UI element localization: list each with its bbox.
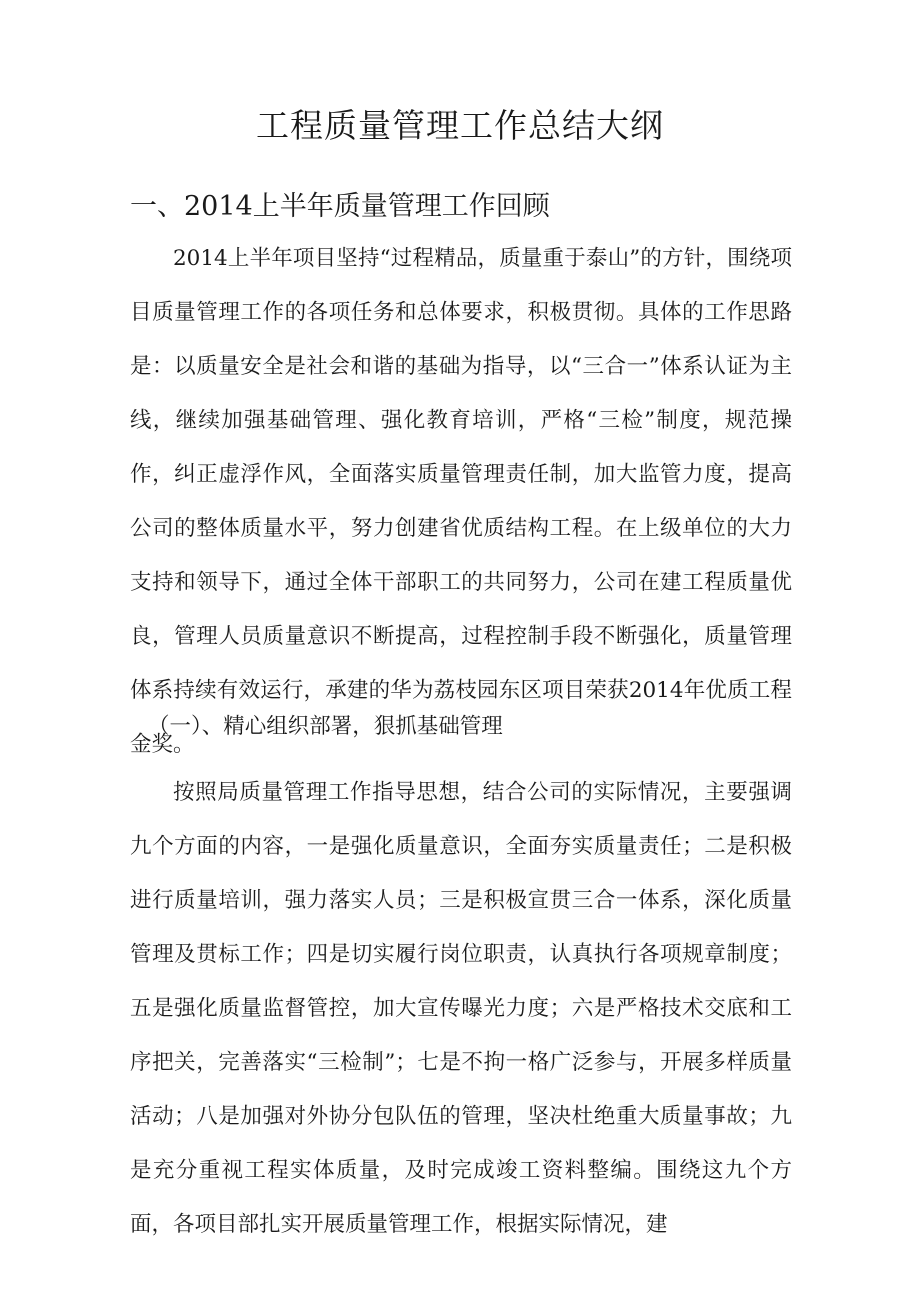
body-paragraph: 按照局质量管理工作指导思想，结合公司的实际情况，主要强调九个方面的内容，一是强化质量意识，全面夯实质量责任；二是积极进行质量培训，强力落实人员；三是积极宣贯三合一体系，深化质量管理及贯标工作；四是切实履行岗位职责，认真执行各项规章制度；五是强化质量监督管控，加大宣传曝光力度；六是严格技术交底和工序把关，完善落实“三检制”；七是不拘一格广泛参与，开展多样质量活动；八是加强对外协分包队伍的管理，坚决杜绝重大质量事故；九是充分重视工程实体质量，及时完成竣工资料整编。围绕这九个方面，各项目部扎实开展质量管理工作，根据实际情况，建 xyxy=(130,780,792,1237)
subsection-heading: （一）、精心组织部署，狠抓基础管理 xyxy=(148,714,503,739)
section-heading: 一、2014上半年质量管理工作回顾 xyxy=(130,191,550,222)
document-title: 工程质量管理工作总结大纲 xyxy=(256,106,664,145)
body-paragraph: 2014上半年项目坚持“过程精品，质量重于泰山”的方针，围绕项目质量管理工作的各项任务和总体要求，积极贯彻。具体的工作思路是：以质量安全是社会和谐的基础为指导，以“三合一”体系认证为主线，继续加强基础管理、强化教育培训，严格“三检”制度，规范操作，纠正虚浮作风，全面落实质量管理责任制，加大监管力度，提高公司的整体质量水平，努力创建省优质结构工程。在上级单位的大力支持和领导下，通过全体干部职工的共同努力，公司在建工程质量优良，管理人员质量意识不断提高，过程控制手段不断强化，质量管理体系持续有效运行，承建的华为荔枝园东区项目荣获2014年优质工程金奖。 xyxy=(130,246,792,757)
